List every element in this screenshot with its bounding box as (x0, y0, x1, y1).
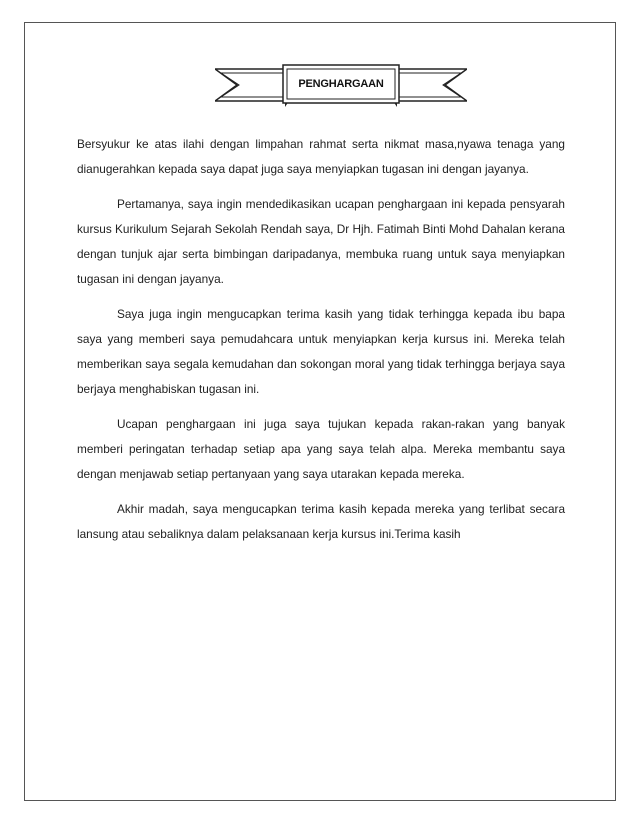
paragraph: Akhir madah, saya mengucapkan terima kasih kepada mereka yang terlibat secara lansung atau sebaliknya dalam pelaksanaan kerja kursus ini.Terima kasih (77, 502, 565, 541)
paragraph: Bersyukur ke atas ilahi dengan limpahan rahmat serta nikmat masa,nyawa tenaga yang dianugerahkan kepada saya dapat juga saya menyiapkan tugasan ini dengan jayanya. (77, 137, 565, 176)
paragraph: Pertamanya, saya ingin mendedikasikan ucapan penghargaan ini kepada pensyarah kursus Kurikulum Sejarah Sekolah Rendah saya, Dr Hjh. Fatimah Binti Mohd Dahalan kerana dengan tunjuk ajar serta bimbingan daripadanya, membuka ruang untuk saya menyiapkan tugasan ini dengan jayanya. (77, 197, 565, 286)
paragraph: Ucapan penghargaan ini juga saya tujukan kepada rakan-rakan yang banyak memberi peringatan terhadap setiap apa yang saya telah alpa. Mereka membantu saya dengan menjawab setiap pertanyaan yang saya utarakan kepada mereka. (77, 417, 565, 481)
body-text (77, 132, 565, 557)
paragraph: Saya juga ingin mengucapkan terima kasih yang tidak terhingga kepada ibu bapa saya yang memberi saya pemudahcara untuk menyiapkan kerja kursus ini. Mereka telah memberikan saya segala kemudahan dan sokongan moral yang tidak terhingga berjaya saya berjaya menghabiskan tugasan ini. (77, 307, 565, 396)
page-border (24, 22, 616, 801)
heading-banner (215, 63, 467, 107)
page-title: PENGHARGAAN (298, 78, 384, 90)
